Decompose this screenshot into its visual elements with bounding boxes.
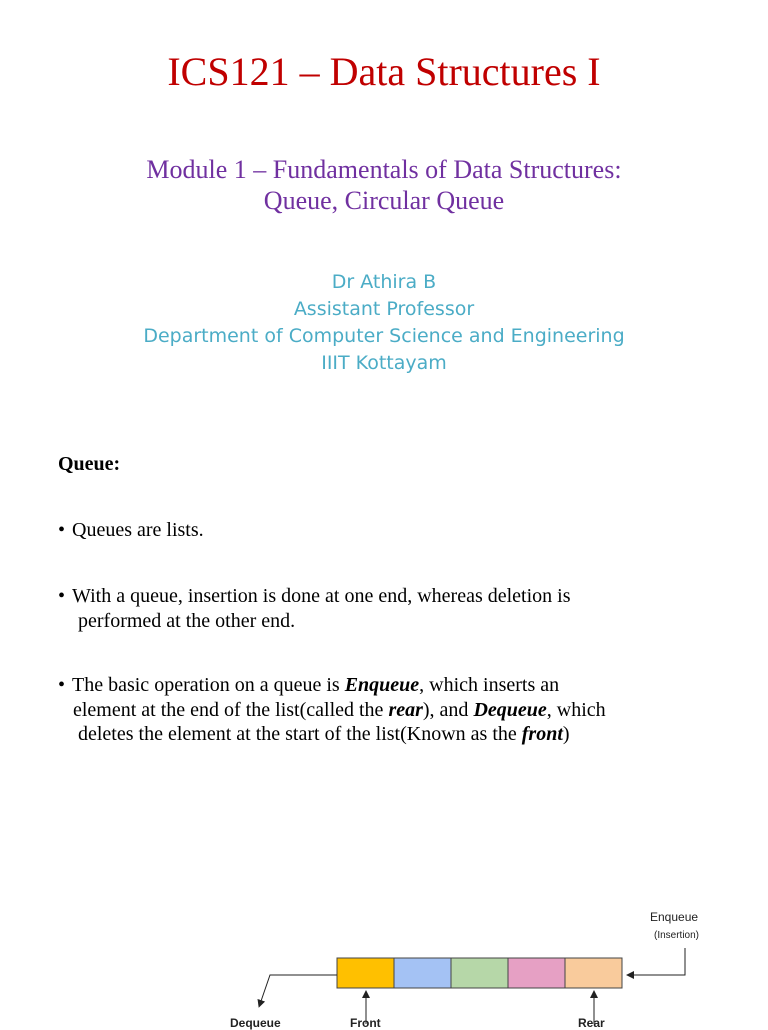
- term-front: front: [521, 723, 563, 745]
- bullet-item: [58, 518, 738, 543]
- front-label: Front: [350, 1016, 381, 1030]
- term-enqueue: Enqueue: [344, 674, 420, 696]
- bullet-dot: •: [58, 585, 66, 607]
- queue-cell: [451, 958, 508, 988]
- bullet-text-continued: performed at the other end.: [78, 609, 296, 632]
- queue-cell: [565, 958, 622, 988]
- bullet-text: With a queue, insertion is done at one end, whereas deletion is: [72, 585, 571, 607]
- section-heading: Queue:: [58, 453, 121, 475]
- bullet-text: The basic operation on a queue is: [72, 674, 345, 696]
- queue-cell: [394, 958, 451, 988]
- bullet-dot: •: [58, 674, 66, 696]
- term-rear: rear: [388, 698, 423, 721]
- bullet-text: deletes the element at the start of the list(Known as the: [78, 723, 522, 745]
- bullet-item: [58, 584, 738, 633]
- bullet-dot: •: [58, 519, 66, 541]
- bullet-text: ): [562, 723, 570, 745]
- bullet-item: [58, 673, 738, 747]
- module-subtitle: [0, 154, 768, 216]
- author-institute: IIIT Kottayam: [321, 352, 447, 374]
- rear-label: Rear: [578, 1016, 605, 1030]
- bullet-text: , which: [546, 698, 606, 721]
- dequeue-label: Dequeue: [230, 1016, 281, 1030]
- enqueue-label: Enqueue: [650, 910, 699, 924]
- subtitle-line-1: Module 1 – Fundamentals of Data Structures:: [146, 155, 622, 184]
- page-title: ICS121 – Data Structures I: [167, 49, 601, 94]
- insertion-label: (Insertion): [654, 930, 700, 941]
- subtitle-line-2: Queue, Circular Queue: [263, 186, 505, 215]
- author-name: Dr Athira B: [331, 271, 437, 293]
- queue-cell: [508, 958, 565, 988]
- bullet-text: Queues are lists.: [72, 519, 204, 541]
- dequeue-arrow: [260, 975, 337, 1004]
- enqueue-arrow: [630, 948, 685, 975]
- term-dequeue: Dequeue: [473, 698, 547, 721]
- bullet-text: element at the end of the list(called the: [73, 698, 389, 721]
- bullet-text: , which inserts an: [419, 674, 560, 696]
- author-position: Assistant Professor: [293, 298, 475, 320]
- bullet-text: ), and: [422, 698, 474, 721]
- author-department: Department of Computer Science and Engineering: [143, 325, 625, 347]
- queue-cell: [337, 958, 394, 988]
- author-block: [0, 269, 768, 377]
